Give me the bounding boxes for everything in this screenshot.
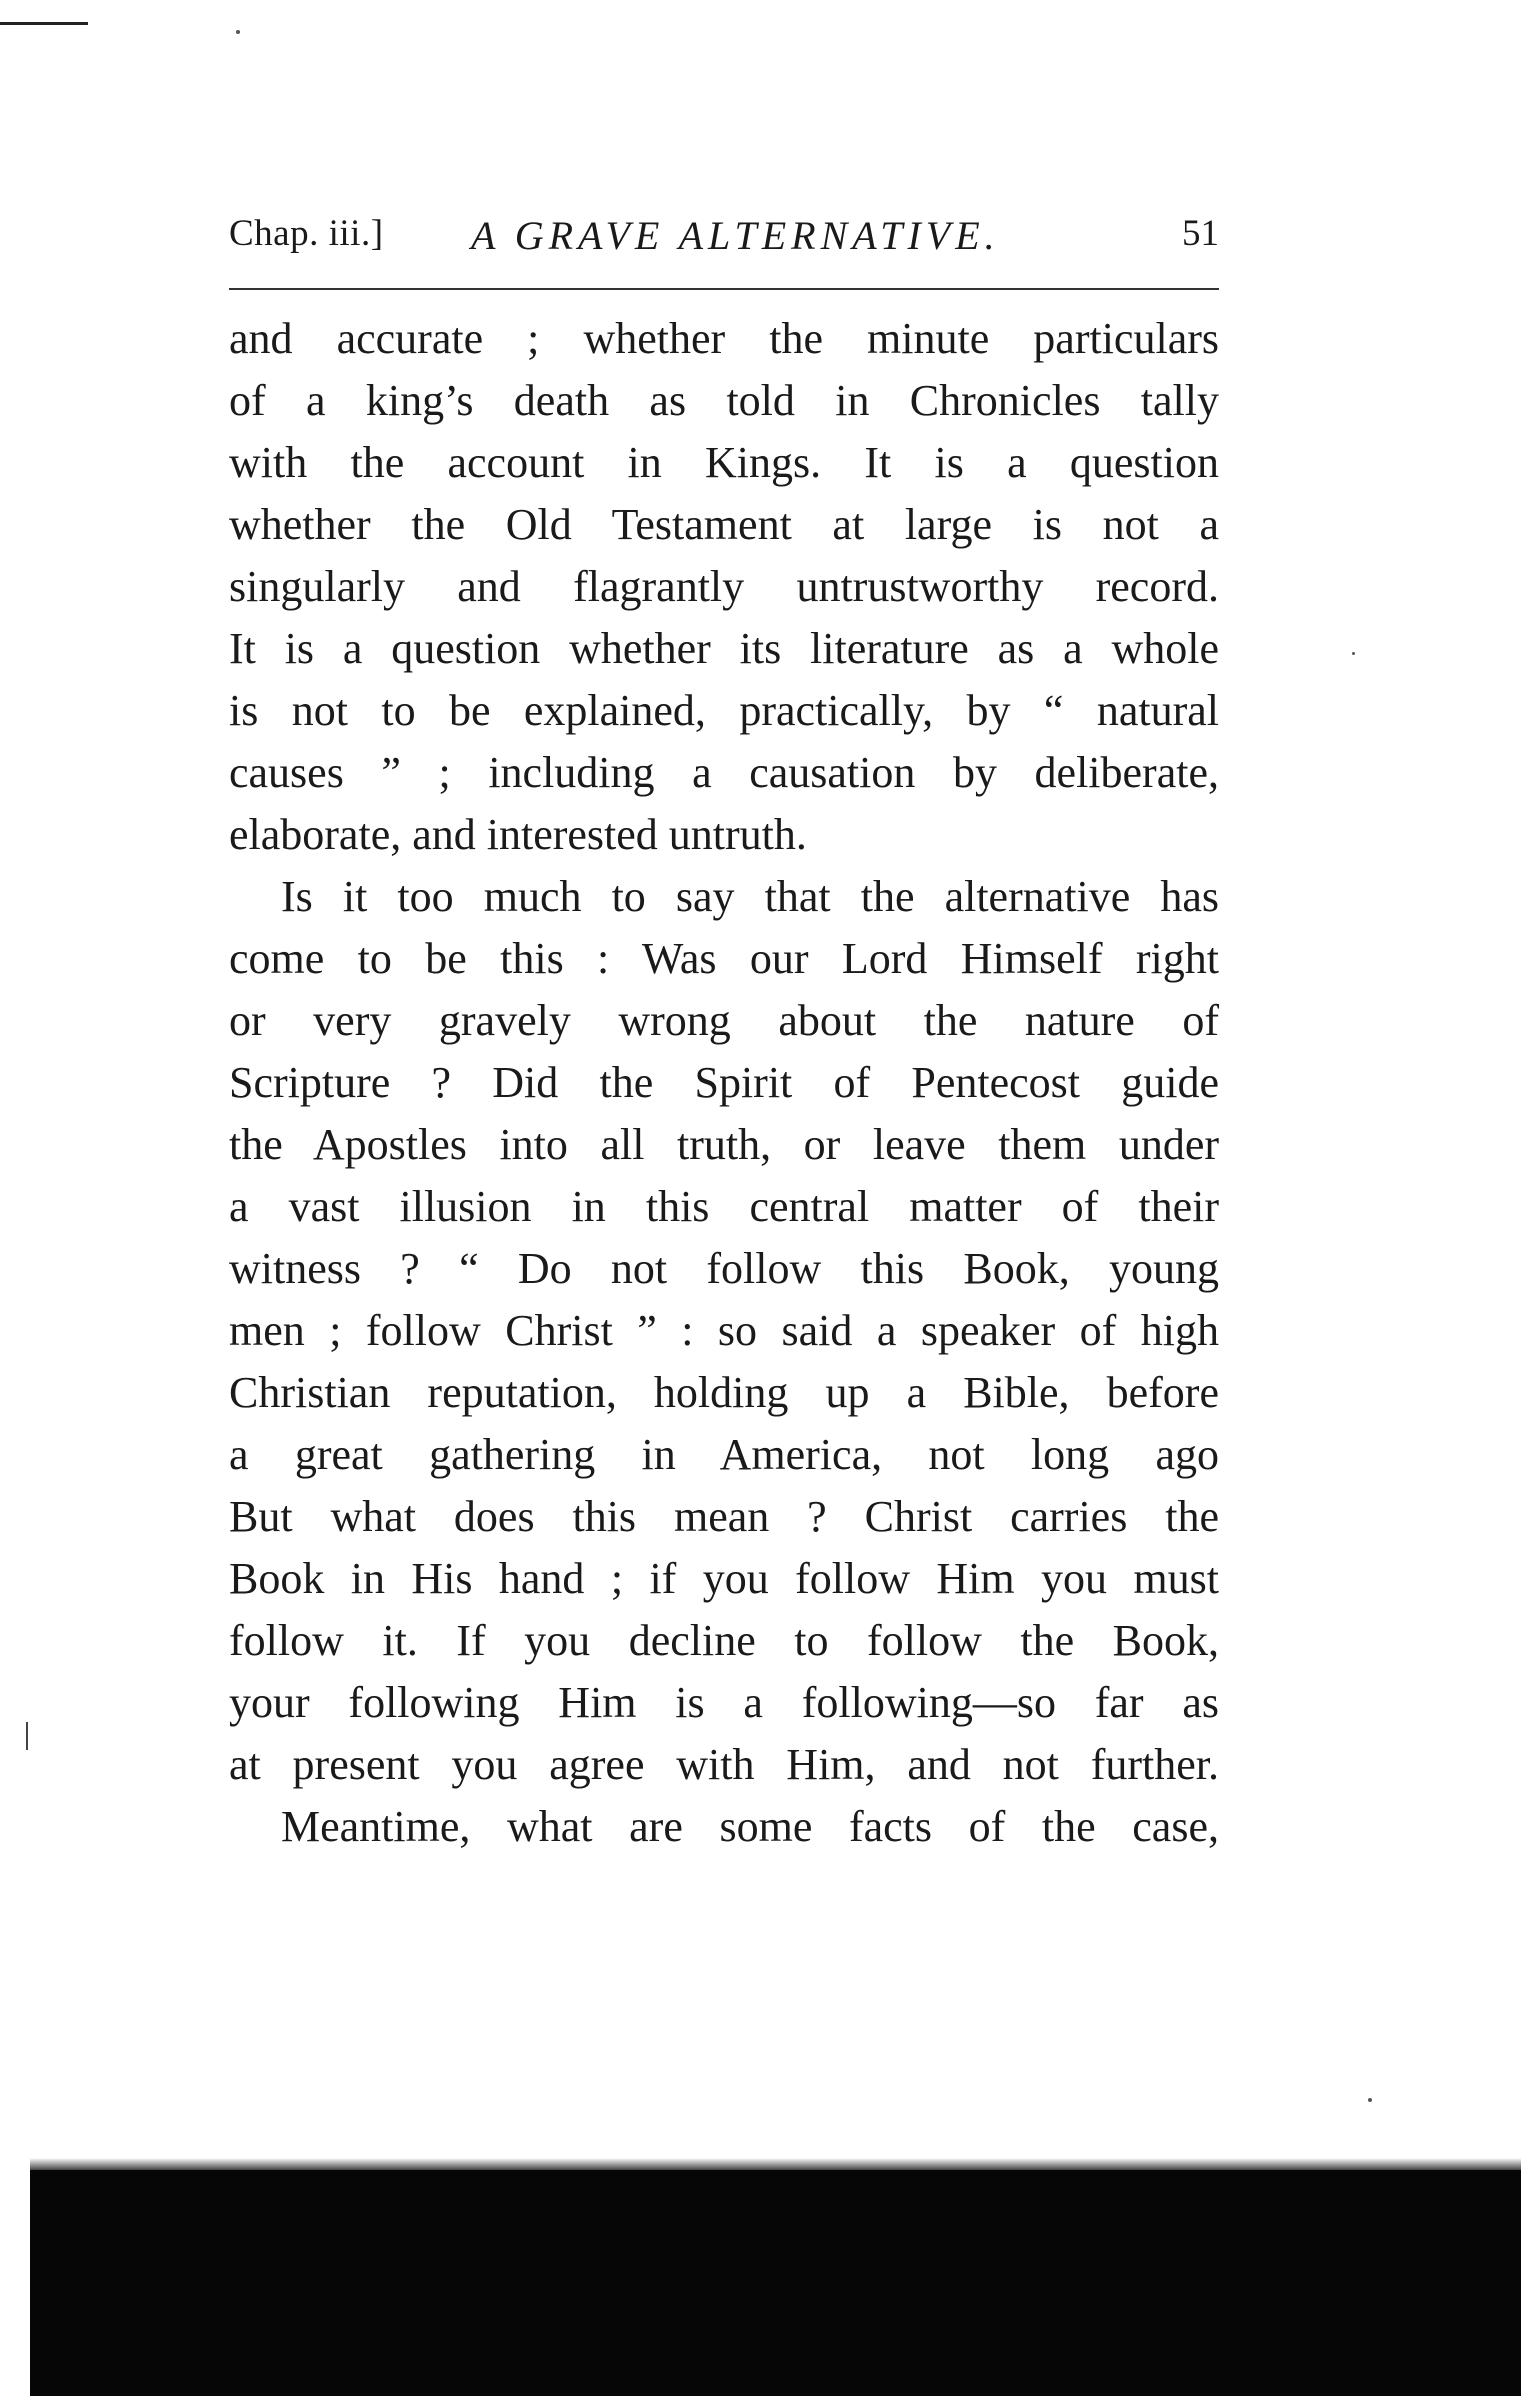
text-line: elaborate, and interested untruth. (229, 810, 807, 859)
text-line: Christian reputation, holding up a Bible, before (229, 1368, 1219, 1417)
paragraph-start: Meantime, what are some facts of the case, (281, 1802, 1219, 1851)
text-line: Scripture ? Did the Spirit of Pentecost guide (229, 1058, 1219, 1107)
chapter-reference: Chap. iii.] (229, 213, 384, 254)
scan-shadow-band (30, 2170, 1521, 2396)
text-line: and accurate ; whether the minute particulars (229, 314, 1219, 363)
scan-speck (236, 30, 240, 34)
paragraph-start: Is it too much to say that the alternative has (281, 872, 1219, 921)
text-line: follow it. If you decline to follow the Book, (229, 1616, 1219, 1665)
scan-edge-mark (0, 22, 88, 25)
header-rule (229, 288, 1219, 290)
text-line: at present you agree with Him, and not further. (229, 1740, 1219, 1789)
text-line: witness ? “ Do not follow this Book, young (229, 1244, 1219, 1293)
text-line: the Apostles into all truth, or leave them under (229, 1120, 1219, 1169)
chapter-title: A GRAVE ALTERNATIVE. (471, 213, 1000, 258)
running-head (229, 212, 1219, 272)
text-line: with the account in Kings. It is a question (229, 438, 1219, 487)
text-line: is not to be explained, practically, by “ natural (229, 686, 1219, 735)
body-text (229, 308, 1219, 1858)
margin-mark (26, 1722, 28, 1750)
text-line: a great gathering in America, not long ago (229, 1430, 1219, 1479)
text-line: come to be this : Was our Lord Himself right (229, 934, 1219, 983)
text-line: But what does this mean ? Christ carries the (229, 1492, 1219, 1541)
text-line: of a king’s death as told in Chronicles tally (229, 376, 1219, 425)
text-line: men ; follow Christ ” : so said a speaker of high (229, 1306, 1219, 1355)
text-line: your following Him is a following—so far as (229, 1678, 1219, 1727)
text-line: causes ” ; including a causation by deliberate, (229, 748, 1219, 797)
text-line: It is a question whether its literature as a whole (229, 624, 1219, 673)
scan-speck (1368, 2098, 1372, 2102)
text-line: or very gravely wrong about the nature of (229, 996, 1219, 1045)
text-line: singularly and flagrantly untrustworthy record. (229, 562, 1219, 611)
page-number: 51 (1182, 213, 1219, 254)
text-line: whether the Old Testament at large is not a (229, 500, 1219, 549)
text-line: Book in His hand ; if you follow Him you must (229, 1554, 1219, 1603)
scan-speck (1352, 652, 1355, 655)
text-line: a vast illusion in this central matter of their (229, 1182, 1219, 1231)
